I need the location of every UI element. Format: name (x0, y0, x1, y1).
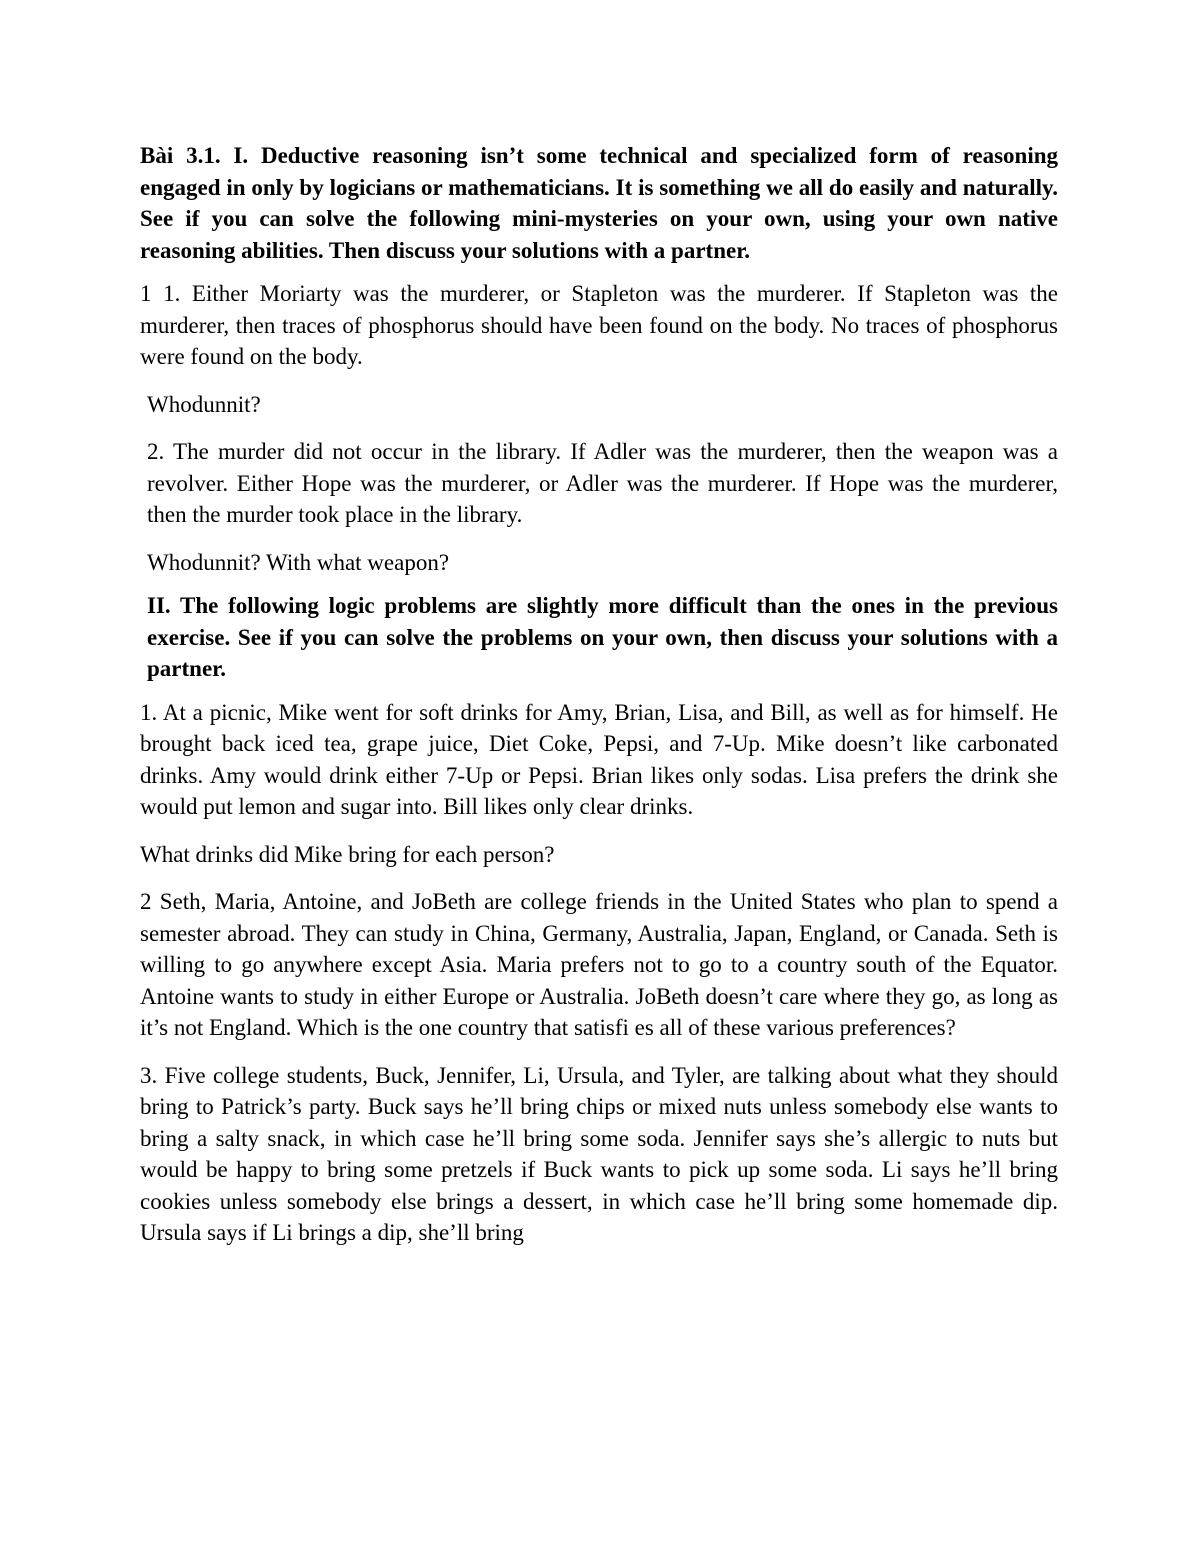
document-page (140, 140, 1058, 1249)
mystery-question-1: Whodunnit? (147, 391, 261, 417)
logic-problem-1: 1. At a picnic, Mike went for soft drinks for Amy, Brian, Lisa, and Bill, as well as for himself. He brought back iced tea, grape juice, Diet Coke, Pepsi, and 7-Up. Mike doesn’t like carbonated drinks. Amy would drink either 7-Up or Pepsi. Brian likes only sodas. Lisa prefers the drink she would put lemon and sugar into. Bill likes only clear drinks. (140, 699, 1058, 819)
logic-question-1: What drinks did Mike bring for each person? (140, 841, 555, 867)
exercise-heading-ii: II. The following logic problems are slightly more difficult than the ones in the previous exercise. See if you can solve the problems on your own, then discuss your solutions with a partner. (147, 593, 1058, 681)
mystery-problem-1: 1 1. Either Moriarty was the murderer, or Stapleton was the murderer. If Stapleton was the murderer, then traces of phosphorus should have been found on the body. No traces of phosphorus were found on the body. (140, 281, 1058, 369)
logic-problem-2: 2 Seth, Maria, Antoine, and JoBeth are college friends in the United States who plan to spend a semester abroad. They can study in China, Germany, Australia, Japan, England, or Canada. Seth is willing to go anywhere except Asia. Maria prefers not to go to a country south of the Equator. Antoine wants to study in either Europe or Australia. JoBeth doesn’t care where they go, as long as it’s not England. Which is the one country that satisfi es all of these various preferences? (140, 889, 1058, 1040)
mystery-question-2: Whodunnit? With what weapon? (147, 549, 450, 575)
logic-problem-3: 3. Five college students, Buck, Jennifer, Li, Ursula, and Tyler, are talking about what they should bring to Patrick’s party. Buck says he’ll bring chips or mixed nuts unless somebody else wants to bring a salty snack, in which case he’ll bring some soda. Jennifer says she’s allergic to nuts but would be happy to bring some pretzels if Buck wants to pick up some soda. Li says he’ll bring cookies unless somebody else brings a dessert, in which case he’ll bring some homemade dip. Ursula says if Li brings a dip, she’ll bring (140, 1062, 1058, 1245)
mystery-problem-2: 2. The murder did not occur in the library. If Adler was the murderer, then the weapon was a revolver. Either Hope was the murderer, or Adler was the murderer. If Hope was the murderer, then the murder took place in the library. (147, 439, 1058, 527)
exercise-heading-i: Bài 3.1. I. Deductive reasoning isn’t some technical and specialized form of reasoning engaged in only by logicians or mathematicians. It is something we all do easily and naturally. See if you can solve the following mini-mysteries on your own, using your own native reasoning abilities. Then discuss your solutions with a partner. (140, 143, 1058, 263)
